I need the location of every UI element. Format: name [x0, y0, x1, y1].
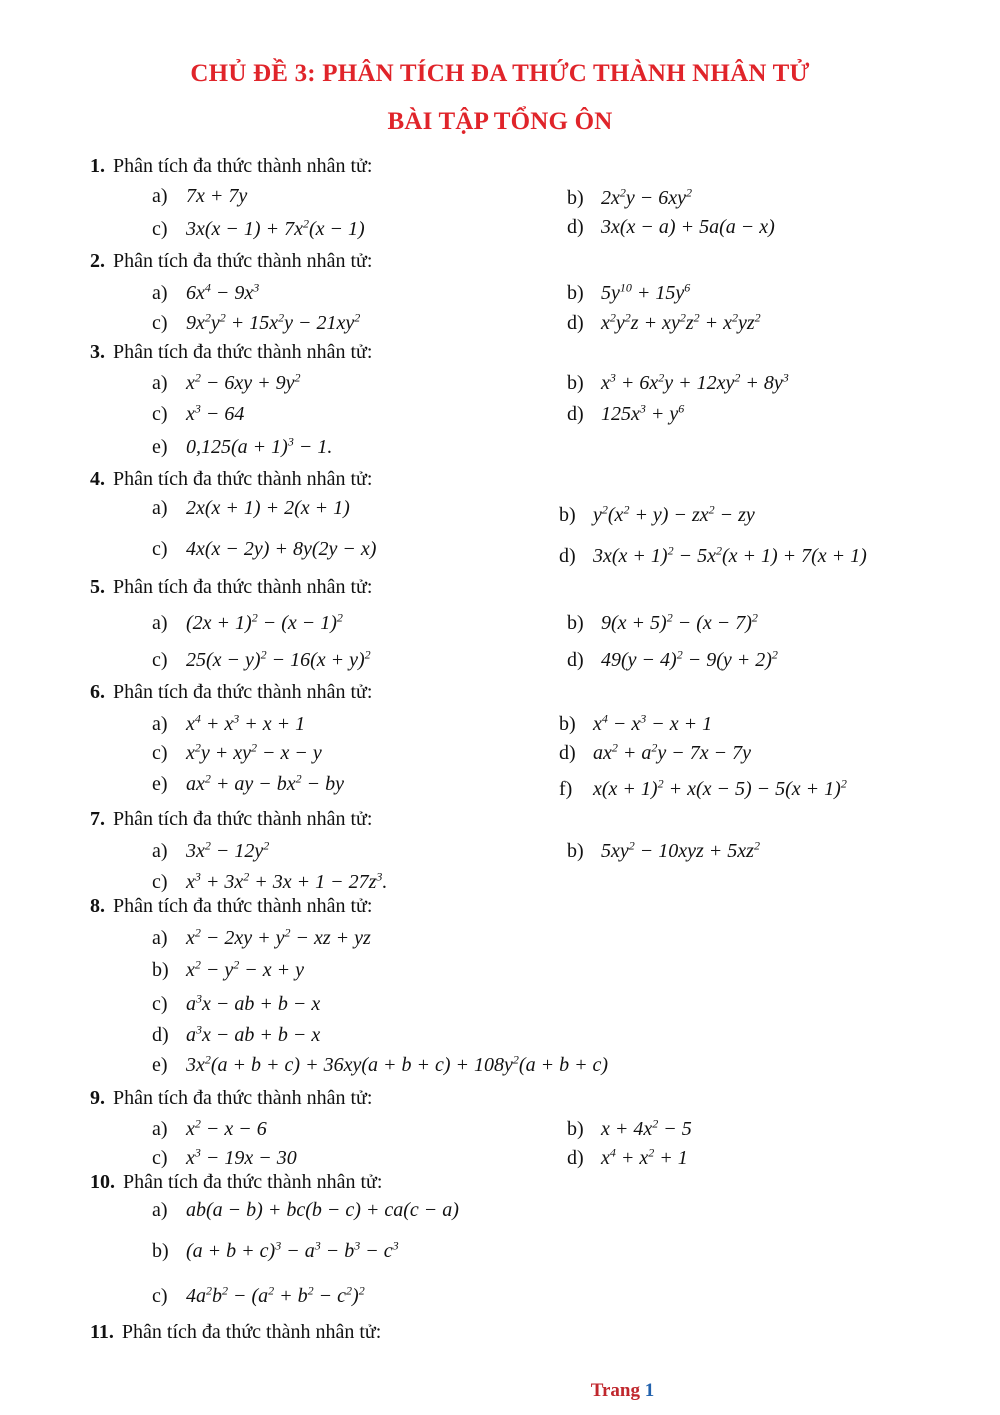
item-label: d) — [567, 648, 584, 671]
exercise-item — [152, 401, 244, 426]
exercise-item — [152, 185, 247, 208]
problem-instruction: Phân tích đa thức thành nhân tử: — [113, 576, 373, 598]
footer-label: Trang — [590, 1380, 640, 1401]
item-label: c) — [152, 217, 168, 240]
exercise-item — [559, 543, 867, 568]
exercise-item — [152, 711, 305, 736]
exercise-item — [152, 1145, 297, 1170]
exercise-item — [567, 216, 775, 239]
item-label: a) — [152, 1117, 168, 1140]
problem-heading — [90, 341, 372, 364]
exercise-item — [152, 771, 344, 796]
page-number: 1 — [644, 1380, 655, 1401]
item-label: a) — [152, 371, 168, 394]
item-label: d) — [567, 402, 584, 425]
item-expression: $x^2 - x - 6$ — [186, 1116, 267, 1140]
exercise-item — [152, 925, 371, 950]
item-expression: $5y^{10} + 15y^6$ — [601, 280, 691, 304]
item-label: b) — [567, 1117, 584, 1140]
problem-instruction: Phân tích đa thức thành nhân tử: — [121, 1321, 382, 1343]
item-expression: $25(x - y)^2 - 16(x + y)^2$ — [186, 647, 371, 671]
item-expression: 2x(x + 1) + 2(x + 1) — [186, 497, 350, 519]
item-label: c) — [152, 1146, 168, 1169]
problem-heading — [90, 1171, 382, 1194]
item-expression: $3x(x + 1)^2 - 5x^2(x + 1) + 7(x + 1)$ — [593, 543, 867, 567]
item-expression: $3x(x - 1) + 7x^2(x - 1)$ — [186, 216, 365, 240]
item-label: a) — [152, 497, 168, 519]
problem-number: 4. — [90, 468, 105, 490]
item-expression: $x^4 + x^2 + 1$ — [601, 1145, 688, 1169]
exercise-item — [152, 991, 320, 1016]
item-label: d) — [567, 1146, 584, 1169]
item-label: e) — [152, 1053, 168, 1076]
exercise-item — [152, 869, 387, 894]
item-label: d) — [567, 216, 584, 238]
problem-number: 1. — [90, 155, 105, 177]
item-expression: $x + 4x^2 - 5$ — [601, 1116, 692, 1140]
exercise-item — [152, 1283, 365, 1308]
item-label: a) — [152, 712, 168, 735]
item-expression: $9(x + 5)^2 - (x - 7)^2$ — [601, 610, 758, 634]
problem-heading — [90, 250, 372, 273]
item-label: b) — [567, 371, 584, 394]
item-label: c) — [152, 648, 168, 671]
item-expression: $a^3x$ − ab + b − x — [186, 991, 321, 1015]
problem-heading — [90, 1321, 381, 1344]
item-expression: 3x(x − a) + 5a(a − x) — [601, 216, 775, 238]
problem-instruction: Phân tích đa thức thành nhân tử: — [113, 895, 373, 917]
item-label: b) — [559, 712, 576, 735]
exercise-item — [559, 776, 847, 801]
exercise-item — [567, 370, 789, 395]
item-label: b) — [567, 281, 584, 304]
exercise-item — [152, 434, 332, 459]
problem-heading — [90, 576, 372, 599]
item-expression: $x^3 - 64$ — [186, 401, 245, 425]
problem-number: 5. — [90, 576, 105, 598]
problem-instruction: Phân tích đa thức thành nhân tử: — [113, 681, 373, 703]
item-label: b) — [152, 958, 169, 981]
item-expression: $6x^4 - 9x^3$ — [186, 280, 260, 304]
problem-number: 3. — [90, 341, 105, 363]
exercise-item — [152, 1238, 399, 1263]
problem-instruction: Phân tích đa thức thành nhân tử: — [113, 468, 373, 490]
exercise-item — [152, 1052, 608, 1077]
problem-heading — [90, 1087, 372, 1110]
item-label: c) — [152, 741, 168, 764]
item-label: a) — [152, 1199, 168, 1221]
item-label: d) — [152, 1023, 169, 1046]
item-expression: $9x^2y^2 + 15x^2y - 21xy^2$ — [186, 310, 361, 334]
item-expression: $x^2 - 2xy + y^2$ − xz + yz — [186, 925, 371, 949]
item-expression: $3x^2 - 12y^2$ — [186, 838, 270, 862]
problem-instruction: Phân tích đa thức thành nhân tử: — [123, 1171, 383, 1193]
item-label: e) — [152, 772, 168, 795]
problem-heading — [90, 895, 372, 918]
item-expression: 4x(x − 2y) + 8y(2y − x) — [186, 538, 377, 560]
problem-heading — [90, 155, 372, 178]
exercise-item — [152, 1199, 459, 1222]
item-label: a) — [152, 281, 168, 304]
exercise-item — [152, 740, 322, 765]
exercise-item — [152, 1022, 320, 1047]
problem-number: 11. — [90, 1321, 114, 1343]
item-label: f) — [559, 777, 573, 800]
item-label: b) — [559, 503, 576, 526]
item-label: b) — [567, 186, 584, 209]
item-label: c) — [152, 311, 168, 334]
item-label: c) — [152, 992, 168, 1015]
problem-instruction: Phân tích đa thức thành nhân tử: — [113, 808, 373, 830]
item-label: d) — [559, 741, 576, 764]
item-label: d) — [567, 311, 584, 334]
exercise-item — [559, 502, 755, 527]
item-expression: $x^4 - x^3 - x + 1$ — [593, 711, 713, 735]
exercise-item — [567, 838, 760, 863]
problem-number: 2. — [90, 250, 105, 272]
problem-number: 6. — [90, 681, 105, 703]
item-label: b) — [152, 1239, 169, 1262]
item-label: c) — [152, 538, 168, 560]
item-expression: $(a + b + c)^3 - a^3 - b^3 - c^3$ — [186, 1238, 399, 1262]
exercise-item — [152, 1116, 267, 1141]
exercise-item — [152, 838, 269, 863]
item-label: c) — [152, 402, 168, 425]
item-label: b) — [567, 611, 584, 634]
item-label: a) — [152, 611, 168, 634]
exercise-item — [152, 280, 259, 305]
item-expression: $x^3 + 3x^2 + 3x + 1 - 27z^3$. — [186, 869, 388, 893]
exercise-item — [152, 216, 365, 241]
item-expression: ab(a − b) + bc(b − c) + ca(c − a) — [186, 1199, 459, 1221]
item-label: e) — [152, 435, 168, 458]
exercise-item — [567, 310, 761, 335]
problem-heading — [90, 808, 372, 831]
item-expression: $ax^2$ + ay − $bx^2$ − by — [186, 771, 345, 795]
exercise-item — [567, 1145, 688, 1170]
item-label: a) — [152, 839, 168, 862]
problem-instruction: Phân tích đa thức thành nhân tử: — [113, 341, 373, 363]
exercise-item — [567, 647, 778, 672]
exercise-item — [152, 497, 350, 520]
problem-number: 10. — [90, 1171, 115, 1193]
item-label: b) — [567, 839, 584, 862]
item-expression: 7x + 7y — [186, 185, 248, 207]
item-expression: $3x^2(a + b + c) + 36xy(a + b + c) + 108y^2(a + b + c)$ — [186, 1052, 609, 1076]
problem-instruction: Phân tích đa thức thành nhân tử: — [113, 155, 373, 177]
item-label: a) — [152, 185, 168, 207]
item-label: d) — [559, 544, 576, 567]
page-footer — [0, 1380, 1000, 1402]
exercise-item — [152, 310, 360, 335]
problem-heading — [90, 681, 372, 704]
item-expression: $x^3 - 19x - 30$ — [186, 1145, 297, 1169]
item-expression: $5xy^2 - 10xyz + 5xz^2$ — [601, 838, 760, 862]
problem-heading — [90, 468, 372, 491]
exercise-item — [559, 740, 751, 765]
item-expression: $2x^2y - 6xy^2$ — [601, 185, 693, 209]
item-expression: $x^2y + xy^2 - x - y$ — [186, 740, 322, 764]
problem-instruction: Phân tích đa thức thành nhân tử: — [113, 250, 373, 272]
exercise-item — [152, 647, 371, 672]
item-expression: $(2x + 1)^2 - (x - 1)^2$ — [186, 610, 343, 634]
exercise-item — [152, 957, 304, 982]
item-expression: $x^2y^2z + xy^2z^2 + x^2yz^2$ — [601, 310, 761, 334]
item-label: c) — [152, 870, 168, 893]
item-expression: $x^2 - y^2 - x + y$ — [186, 957, 305, 981]
item-expression: $ax^2 + a^2y - 7x - 7y$ — [593, 740, 752, 764]
page-title: CHỦ ĐỀ 3: PHÂN TÍCH ĐA THỨC THÀNH NHÂN TỬ — [190, 60, 810, 87]
item-expression: $4a^2b^2 - (a^2 + b^2 - c^2)^2$ — [186, 1283, 365, 1307]
item-expression: $y^2(x^2 + y) - zx^2$ − zy — [593, 502, 755, 526]
item-expression: $x^3 + 6x^2y + 12xy^2 + 8y^3$ — [601, 370, 789, 394]
problem-number: 7. — [90, 808, 105, 830]
exercise-item — [559, 711, 712, 736]
item-expression: $x^4 + x^3 + x + 1$ — [186, 711, 306, 735]
problem-instruction: Phân tích đa thức thành nhân tử: — [113, 1087, 373, 1109]
item-label: a) — [152, 926, 168, 949]
item-expression: $x^2 - 6xy + 9y^2$ — [186, 370, 301, 394]
exercise-item — [152, 370, 301, 395]
problem-number: 9. — [90, 1087, 105, 1109]
exercise-item — [567, 185, 692, 210]
item-expression: $x(x + 1)^2 + x(x - 5) - 5(x + 1)^2$ — [593, 776, 847, 800]
exercise-item — [152, 610, 343, 635]
item-expression: $a^3x$ − ab + b − x — [186, 1022, 321, 1046]
item-expression: $0,125(a + 1)^3 - 1$. — [186, 434, 333, 458]
exercise-item — [567, 401, 684, 426]
exercise-item — [567, 1116, 692, 1141]
item-expression: $125x^3 + y^6$ — [601, 401, 685, 425]
exercise-item — [567, 610, 758, 635]
item-label: c) — [152, 1284, 168, 1307]
exercise-item — [567, 280, 690, 305]
item-expression: $49(y - 4)^2 - 9(y + 2)^2$ — [601, 647, 778, 671]
exercise-item — [152, 538, 376, 561]
problem-number: 8. — [90, 895, 105, 917]
page-subtitle: BÀI TẬP TỔNG ÔN — [387, 108, 613, 135]
